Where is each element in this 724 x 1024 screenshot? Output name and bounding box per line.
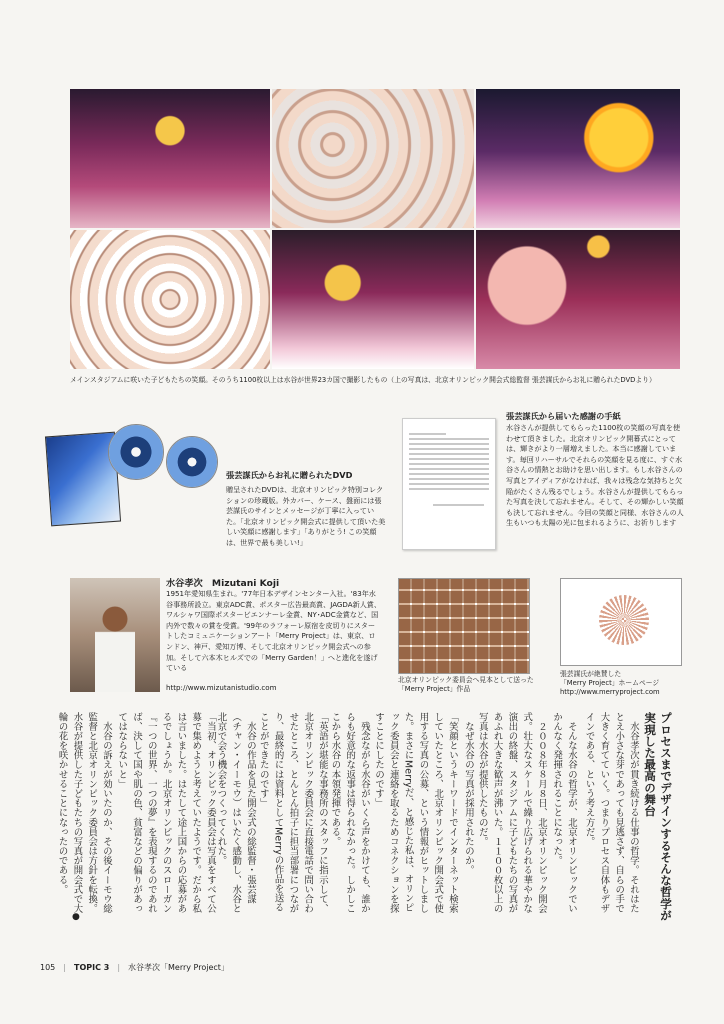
article-column-3: ２００８年８月８日、北京オリンピック開会式。壮大なスケールで繰り広げられる華やかな演出の終盤、スタジアムに子どもたちの写真があふれ大きな歓声が沸いた。１１００枚以上の写真は水谷が提供したものだ。 (476, 712, 547, 914)
dvd-body: 贈呈されたDVDは、北京オリンピック特別コレクションの珍蔵版。外カバー、ケース、盤面には張芸謀氏のサインとメッセージが丁寧に入っていた。「北京オリンピック開会式に提供して頂いた美しい笑顔に感謝します」「ありがとう! この笑顔は、世界で最も美しい!」 (226, 485, 386, 547)
footer-divider: | (63, 963, 66, 972)
homepage-flower-graphic (599, 595, 649, 645)
article-column-7: 「英語が堪能な事務所のスタッフに指示して、北京オリンピック委員会に直接電話で問い合わせたところ、とんとん拍子に担当部署につながり、最終的には資料としてMerryの作品を送ることができたのです」 (257, 712, 328, 914)
portrait-photo (70, 578, 160, 692)
article-column-2: そんな水谷の哲学が、北京オリンピックでいかんなく発揮されることになった。 (551, 712, 577, 914)
dvd-disc-image-1 (108, 424, 164, 480)
letter-heading: 張芸謀氏から届いた感謝の手紙 (506, 411, 621, 421)
homepage-caption-line2: 「Merry Project」ホームページ (560, 679, 660, 687)
footer-divider-2: | (117, 963, 121, 972)
portrait-figure (95, 603, 135, 692)
main-caption: メインスタジアムに咲いた子どもたちの笑顔。そのうち1100枚以上は水谷が世界23カ国で撮影したもの（上の写真は、北京オリンピック開会式総監督 張芸謀氏からお礼に贈られたDVDより） (70, 376, 656, 384)
article-column-4: なぜ水谷の写真が採用されたのか。 (463, 712, 474, 876)
footer-topic: TOPIC 3 (73, 963, 110, 972)
photo-stadium-lantern (70, 89, 270, 228)
profile-body: 1951年愛知県生まれ。'77年日本デザインセンター入社。'83年水谷事務所設立。東京ADC賞、ポスター広告最高賞、JAGDA新人賞、ワルシャワ国際ポスタービエンナーレ金賞、NY･ADC金賞など、国内外で数々の賞を受賞。'99年のラフォーレ原宿を皮切りにスタートしたコミュニケーションアート「Merry Project」は、東京、ロンドン、神戸、愛知万博、そして北京オリンピック開会式への参加。そして六本木ヒルズでの「Merry Garden！」へと進化を遂げている (166, 589, 381, 673)
footer-title: 水谷孝次「Merry Project」 (128, 963, 229, 972)
dvd-heading: 張芸謀氏からお礼に贈られたDVD (226, 470, 353, 480)
faces-caption: 北京オリンピック委員会へ見本として送った「Merry Project」作品 (398, 676, 534, 693)
homepage-url[interactable]: http://www.merryproject.com (560, 688, 660, 696)
thank-you-letter-image (402, 418, 496, 550)
photo-performers-face (476, 230, 680, 369)
homepage-screenshot-image (560, 578, 682, 666)
profile-name: 水谷孝次 Mizutani Koji (166, 578, 280, 589)
photo-face-cards-closeup (272, 89, 474, 228)
article-column-10: 水谷の訴えが効いたのか、その後イーモウ総監督と北京オリンピック委員会は方針を転換。水谷が提供した子どもたちの写真が開会式で大輪の花を咲かせることになったのである。 (56, 712, 112, 914)
photo-children-faces-crowd (70, 230, 270, 369)
letter-body: 水谷さんが提供してもらった1100枚の笑顔の写真を使わせて頂きました。北京オリンピック開幕式にとっては、輝きがより一層増えました。本当に感謝しています。毎回リハーサルでそれらの笑顔を見る度に、すぐ水谷さんの情熱とお助けを思い出します。もし水谷さんの写真とアイディアがなければ、我々は残念な気持ちと欠陥がたくさん残るでしょう。水谷さんが提供してもらった写真を決して忘れません。そして、その輝かしい笑顔も決して忘れません。今回の笑顔と同様、水谷さんの人生もいつも太陽の光に包まれるように、お祈りします (506, 423, 684, 528)
page-number: 105 (40, 963, 56, 972)
article-column-5: 「笑顔というキーワードでインターネット検索していたところ、北京オリンピック開会式で使用する写真の公募、という情報がヒットしました。まさにMerryだ、と感じた私は、オリンピック委員会と連絡を取るためコネクションを探すことにしたのです」 (373, 712, 458, 914)
footer (40, 962, 229, 973)
article-column-1: 水谷孝次が貫き続ける仕事の哲学。それはたとえ小さな芽であっても見逃さず、自らの手で大きく育てていく。つまりプロセス自体もデザインである、という考え方だ。 (583, 712, 639, 914)
article-headline: プロセスまでデザインするそんな哲学が実現した最高の舞台 (643, 712, 673, 921)
article-column-9: 「当初、オリンピック委員会は写真をすべて公募で集めようと考えていたようです。だから私は言いました。はたして途上国からの応募があるでしょうか。北京オリンピックのスローガン『一つの世界、一つの夢』を表現するのであれば、決して国や肌の色、貧富などの偏りがあってはならないと」 (116, 712, 216, 914)
homepage-caption-line1: 張芸謀氏が絶賛した (560, 670, 622, 678)
dvd-disc-image-2 (166, 436, 218, 488)
photo-lantern-right (476, 89, 680, 228)
article-column-8: 水谷の作品を見た開会式の総監督・張芸謀（チャン・イーモウ）はいたく感動し、水谷と北京で会う機会をつくってくれた。 (215, 712, 256, 914)
article-end-mark: ● (72, 912, 80, 922)
photo-stadium-faces-lantern (272, 230, 474, 369)
profile-url[interactable]: http://www.mizutanistudio.com (166, 683, 277, 692)
merry-project-faces-grid-image (398, 578, 530, 674)
article-column-6: 残念ながら水谷がいくら声をかけても、誰からも好意的な返事は得られなかった。しかしここから水谷の本領発揮である。 (329, 712, 370, 914)
